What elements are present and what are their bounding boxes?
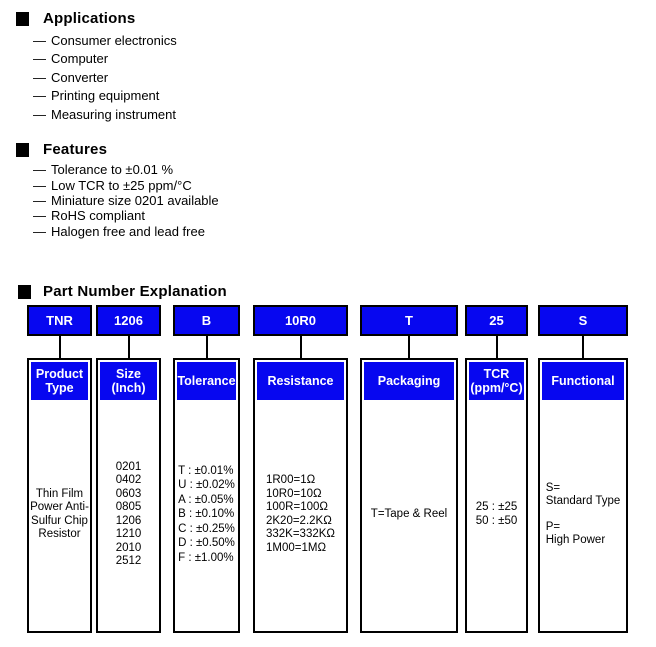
section-bullet-icon (18, 285, 31, 299)
pn-content-line: 0603 (115, 487, 142, 500)
pn-column (27, 305, 92, 633)
pn-column-header (31, 362, 88, 400)
pn-header-line: Resistance (267, 374, 334, 388)
connector-line (128, 336, 130, 358)
pn-content-line: Thin Film (35, 487, 84, 500)
pn-content-line: High Power (545, 534, 606, 546)
pn-detail-box (27, 358, 92, 633)
pn-column (465, 305, 528, 633)
features-item (33, 224, 219, 239)
pn-detail-box (253, 358, 348, 633)
pn-header-line: Product (35, 367, 84, 381)
pn-column (96, 305, 161, 633)
features-item-label: Tolerance to ±0.01 % (51, 162, 174, 178)
pn-content-lines (30, 488, 89, 542)
features-item-label: RoHS compliant (51, 208, 145, 224)
features-item (33, 162, 219, 177)
pn-content-line: 100R=100Ω (265, 501, 328, 513)
applications-item (33, 50, 177, 69)
features-item (33, 177, 219, 192)
pn-content-line: 25 : ±25 (475, 501, 518, 513)
applications-item-label: Printing equipment (51, 88, 160, 104)
part-number-heading (18, 283, 227, 300)
part-number-title: Part Number Explanation (43, 283, 227, 300)
features-item-label: Low TCR to ±25 ppm/°C (51, 177, 192, 193)
features-item-label: Miniature size 0201 available (51, 192, 219, 208)
applications-title: Applications (43, 10, 136, 27)
pn-content-line: 2010 (115, 541, 142, 554)
applications-item (33, 31, 177, 50)
dash-icon: — (33, 69, 46, 85)
pn-content-line: 1210 (115, 528, 142, 540)
pn-header-line: (Inch) (111, 381, 146, 395)
pn-content-line: D : ±0.50% (178, 537, 235, 550)
pn-detail-box (360, 358, 458, 633)
pn-content-line: 2K20=2.2KΩ (265, 514, 332, 527)
pn-column-header (100, 362, 157, 400)
dash-icon: — (33, 192, 46, 208)
section-bullet-icon (16, 12, 29, 26)
pn-column-body (177, 400, 236, 629)
pn-column-body (542, 400, 624, 629)
pn-column-header (364, 362, 454, 400)
pn-code-box: S (538, 305, 628, 336)
pn-column-body (469, 400, 524, 629)
pn-content-line: C : ±0.25% (178, 522, 235, 535)
pn-content-line: U : ±0.02% (178, 479, 235, 492)
pn-content-lines (371, 508, 447, 522)
pn-content-lines (178, 464, 235, 566)
pn-content-line: 332K=332KΩ (265, 528, 336, 540)
connector-line (582, 336, 584, 358)
part-number-diagram (0, 305, 656, 640)
connector-line (59, 336, 61, 358)
pn-content-line: 1R00=1Ω (265, 474, 316, 486)
pn-content-line: T=Tape & Reel (370, 507, 448, 520)
pn-content-line: 1M00=1MΩ (265, 541, 327, 554)
applications-item-label: Converter (51, 69, 109, 85)
pn-code-box: T (360, 305, 458, 336)
pn-content-line: Standard Type (545, 495, 621, 507)
pn-content-line: 10R0=10Ω (265, 487, 322, 500)
pn-content-line: 2512 (115, 555, 142, 567)
pn-column (253, 305, 348, 633)
pn-content-lines (546, 482, 621, 547)
dash-icon: — (33, 223, 46, 239)
features-section (16, 141, 219, 239)
connector-line (206, 336, 208, 358)
pn-content-lines (266, 474, 335, 555)
features-item (33, 208, 219, 223)
pn-content-line: B : ±0.10% (178, 508, 235, 521)
connector-line (496, 336, 498, 358)
pn-header-line: TCR (483, 367, 510, 381)
applications-section (16, 10, 177, 124)
applications-item (33, 87, 177, 106)
pn-content-line: Resistor (38, 528, 81, 540)
dash-icon: — (33, 32, 46, 48)
pn-content-lines (116, 461, 142, 569)
pn-content-line: 0201 (115, 460, 142, 473)
pn-code-box: B (173, 305, 240, 336)
pn-content-line: 1206 (115, 514, 142, 527)
pn-column-header (177, 362, 236, 400)
dash-icon: — (33, 88, 46, 104)
dash-icon: — (33, 106, 46, 122)
pn-content-line: A : ±0.05% (178, 493, 234, 506)
pn-header-line: Packaging (377, 374, 441, 388)
pn-column-body (100, 400, 157, 629)
pn-column-header (469, 362, 524, 400)
pn-code-box: TNR (27, 305, 92, 336)
pn-content-line: F : ±1.00% (178, 551, 234, 564)
features-item-label: Halogen free and lead free (51, 223, 205, 239)
applications-item (33, 105, 177, 124)
pn-content-line: 50 : ±50 (475, 514, 518, 527)
applications-list (16, 31, 177, 124)
dash-icon: — (33, 162, 46, 178)
pn-content-line: Power Anti- (30, 501, 89, 513)
pn-column-body (257, 400, 344, 629)
pn-column-header (257, 362, 344, 400)
pn-column (173, 305, 240, 633)
pn-code-box: 1206 (96, 305, 161, 336)
features-heading (16, 141, 219, 158)
pn-column-header (542, 362, 624, 400)
pn-detail-box (465, 358, 528, 633)
dash-icon: — (33, 51, 46, 67)
pn-column (360, 305, 458, 633)
applications-item (33, 68, 177, 87)
pn-column-body (31, 400, 88, 629)
features-list (16, 162, 219, 239)
pn-content-line: P= (545, 521, 561, 533)
applications-item-label: Measuring instrument (51, 106, 176, 122)
pn-code-box: 25 (465, 305, 528, 336)
pn-header-line: (ppm/°C) (470, 381, 523, 395)
pn-content-line: 0402 (115, 474, 142, 486)
pn-content-line: 0805 (115, 501, 142, 513)
pn-header-line: Tolerance (177, 374, 236, 388)
pn-header-line: Functional (551, 374, 615, 388)
pn-header-line: Type (45, 381, 74, 395)
features-item (33, 193, 219, 208)
connector-line (300, 336, 302, 358)
connector-line (408, 336, 410, 358)
pn-column (538, 305, 628, 633)
pn-content-line (546, 508, 621, 521)
features-title: Features (43, 141, 108, 158)
pn-content-line: Sulfur Chip (31, 514, 88, 527)
pn-content-line: T : ±0.01% (178, 464, 234, 477)
pn-content-lines (476, 501, 517, 528)
applications-heading (16, 10, 177, 27)
pn-header-line: Size (115, 367, 141, 381)
pn-content-line: S= (545, 482, 561, 494)
dash-icon: — (33, 177, 46, 193)
pn-code-box: 10R0 (253, 305, 348, 336)
dash-icon: — (33, 208, 46, 224)
applications-item-label: Consumer electronics (51, 32, 177, 48)
pn-column-body (364, 400, 454, 629)
pn-detail-box (96, 358, 161, 633)
applications-item-label: Computer (51, 51, 109, 67)
section-bullet-icon (16, 143, 29, 157)
pn-detail-box (173, 358, 240, 633)
pn-detail-box (538, 358, 628, 633)
